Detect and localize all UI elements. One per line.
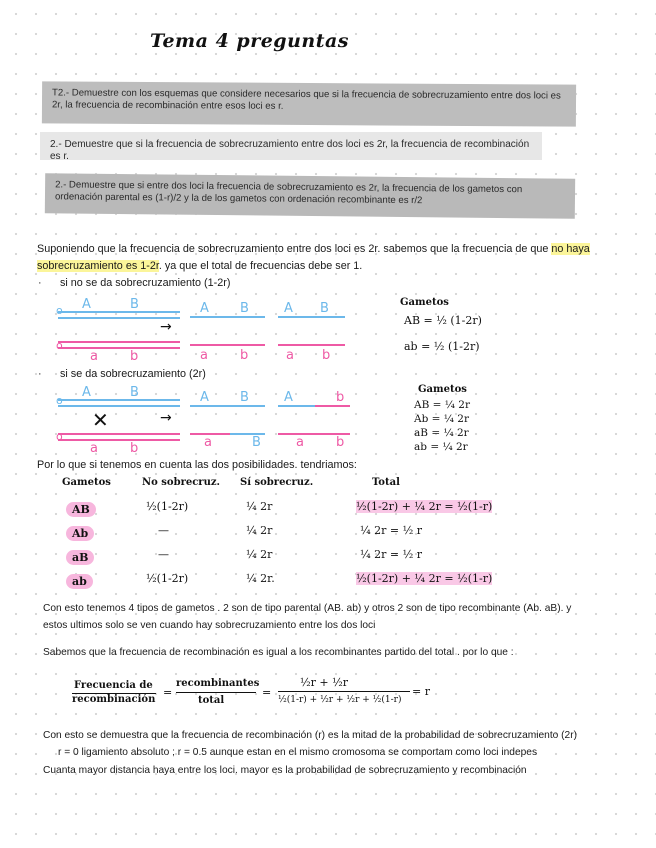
allele-a: a (90, 441, 98, 456)
arrow-icon: → (160, 319, 172, 335)
formula-eq-2: = (262, 686, 272, 699)
allele-b: b (130, 441, 139, 456)
allele-B: B (240, 301, 249, 316)
allele-b: b (240, 348, 249, 360)
allele-B: B (252, 435, 261, 450)
case2-gametes-title: Gametos (418, 384, 467, 395)
cell-total-text: ½(1-2r) + ¼ 2r = ½(1-r) (356, 572, 493, 585)
cell-si: ¼ 2r (246, 500, 273, 513)
intro-highlight-2: sobrecruzamiento es 1-2r (37, 260, 159, 272)
cell-total (356, 500, 492, 513)
allele-A: A (200, 301, 209, 316)
allele-a: a (286, 348, 294, 360)
gamete-pill: ab (66, 574, 93, 589)
gamete-pill: AB (66, 502, 96, 517)
case1-gamete-ab: ab = ½ (1-2r) (404, 340, 480, 353)
table-intro: Por lo que si tenemos en cuenta las dos posibilidades. tendriamos: (37, 459, 357, 471)
formula-mid-num: recombinantes (176, 678, 260, 689)
formula-lhs-1: Frecuencia de (74, 680, 153, 691)
explain-line-2: estos ultimos solo se ven cuando hay sobrecruzamiento entre los dos loci (43, 620, 376, 631)
cell-no: ½(1-2r) (146, 500, 189, 513)
cell-si: ¼ 2r. (246, 572, 275, 585)
allele-A: A (82, 297, 91, 312)
case2-gamete-2: aB = ¼ 2r (414, 427, 469, 439)
case2-gamete-0: AB = ¼ 2r (414, 399, 470, 411)
case1-gamete-AB: AB = ½ (1-2r) (404, 314, 482, 327)
formula-rhs-den: ½(1-r) + ½r + ½r + ½(1-r) (278, 695, 402, 705)
centromere-o: o (56, 304, 63, 317)
gamete-pill: aB (66, 550, 94, 565)
allele-b: b (130, 349, 139, 360)
allele-a: a (90, 349, 98, 360)
cell-no: — (158, 524, 169, 537)
allele-B: B (320, 301, 329, 316)
cell-total-text: ½(1-2r) + ¼ 2r = ½(1-r) (356, 500, 493, 513)
case1-gametes-title: Gametos (400, 297, 449, 308)
formula-rhs-bar (278, 691, 410, 692)
formula-eq-1: = (163, 686, 173, 699)
table-header-no: No sobrecruz. (142, 477, 221, 488)
allele-B: B (130, 297, 139, 312)
intro-highlight-1: no haya (551, 243, 590, 255)
formula-result: = r (412, 685, 430, 698)
allele-b: b (322, 348, 331, 360)
allele-A: A (284, 301, 293, 316)
allele-A: A (200, 390, 209, 405)
table-header-gametos: Gametos (62, 477, 111, 488)
allele-B: B (130, 385, 139, 400)
case1-label: si no se da sobrecruzamiento (1-2r) (60, 277, 231, 289)
allele-A: A (284, 390, 293, 405)
intro-text-a: Suponiendo que la frecuencia de sobrecruzamiento entre dos loci es 2r. sabemos que la frecuencia de que (37, 243, 552, 255)
diagram-crossover (40, 380, 370, 456)
cell-total: ¼ 2r = ½ r (360, 548, 423, 561)
question-image-2: 2.- Demuestre que si la frecuencia de sobrecruzamiento entre dos loci es 2r, la frecuencia de recombinación es r. (40, 132, 542, 160)
centromere-o-2: o (56, 430, 63, 443)
diagram-no-crossover (40, 290, 370, 360)
question-image-3: 2.- Demuestre que si entre dos loci la frecuencia de sobrecruzamiento es 2r, la frecuencia de los gametos con ordenación parental es (1-r)/2 y la de los gametos con ordenación recombinante es r/2 (45, 173, 575, 219)
formula-lhs-2: recombinación (72, 694, 156, 705)
cell-no: ½(1-2r) (146, 572, 189, 585)
cell-total: ¼ 2r = ½ r (360, 524, 423, 537)
case2-label: si se da sobrecruzamiento (2r) (60, 368, 206, 380)
cell-total (356, 572, 492, 585)
gamete-pill: Ab (66, 526, 94, 541)
table-header-total: Total (372, 477, 400, 488)
allele-a: a (296, 435, 304, 450)
allele-A: A (82, 385, 91, 400)
formula-lhs-underline (72, 693, 156, 694)
formula-rhs-num: ½r + ½r (300, 676, 349, 689)
allele-b: b (336, 435, 345, 450)
conclusion-line-1: Con esto se demuestra que la frecuencia de recombinación (r) es la mitad de la probabilidad de sobrecruzamiento (2r) (43, 730, 577, 741)
case2-gamete-3: ab = ¼ 2r (414, 441, 468, 453)
cell-si: ¼ 2r (246, 548, 273, 561)
intro-text-b: . ya que el total de frecuencias debe ser 1. (158, 260, 363, 272)
intro-line-2 (37, 260, 362, 272)
case2-gamete-1: Ab = ¼ 2r (414, 413, 469, 425)
formula-mid-bar (176, 692, 256, 693)
cell-no: — (158, 548, 169, 561)
allele-a: a (200, 348, 208, 360)
crossover-icon: ✕ (92, 408, 109, 432)
table-header-si: Sí sobrecruz. (240, 477, 314, 488)
allele-b: b (336, 390, 345, 405)
explain-line-3: Sabemos que la frecuencia de recombinación es igual a los recombinantes partido del total . por lo que : (43, 647, 514, 658)
cell-si: ¼ 2r (246, 524, 273, 537)
page-title: Tema 4 preguntas (150, 30, 349, 52)
centromere-o-2: o (56, 339, 63, 352)
allele-a: a (204, 435, 212, 450)
arrow-icon: → (160, 410, 172, 426)
explain-line-1: Con esto tenemos 4 tipos de gametos . 2 son de tipo parental (AB. ab) y otros 2 son de tipo recombinante (Ab. aB). y (43, 603, 572, 614)
conclusion-line-2: r = 0 ligamiento absoluto ; r = 0.5 aunque estan en el mismo cromosoma se comportam como loci indepes (58, 747, 538, 758)
question-image-1: T2.- Demuestre con los esquemas que considere necesarios que si la frecuencia de sobrecruzamiento entre dos loci es 2r, la frecuencia de recombinación entre esos loci es r. (42, 81, 576, 126)
intro-line-1 (37, 243, 590, 255)
conclusion-line-3: Cuanta mayor distancia haya entre los loci. mayor es la probabilidad de sobrecruzamiento y recombinación (43, 765, 527, 776)
allele-B: B (240, 390, 249, 405)
case1-bullet: · (38, 277, 42, 289)
centromere-o: o (56, 394, 63, 407)
formula-mid-den: total (198, 695, 225, 706)
case2-bullet: · (38, 368, 42, 380)
